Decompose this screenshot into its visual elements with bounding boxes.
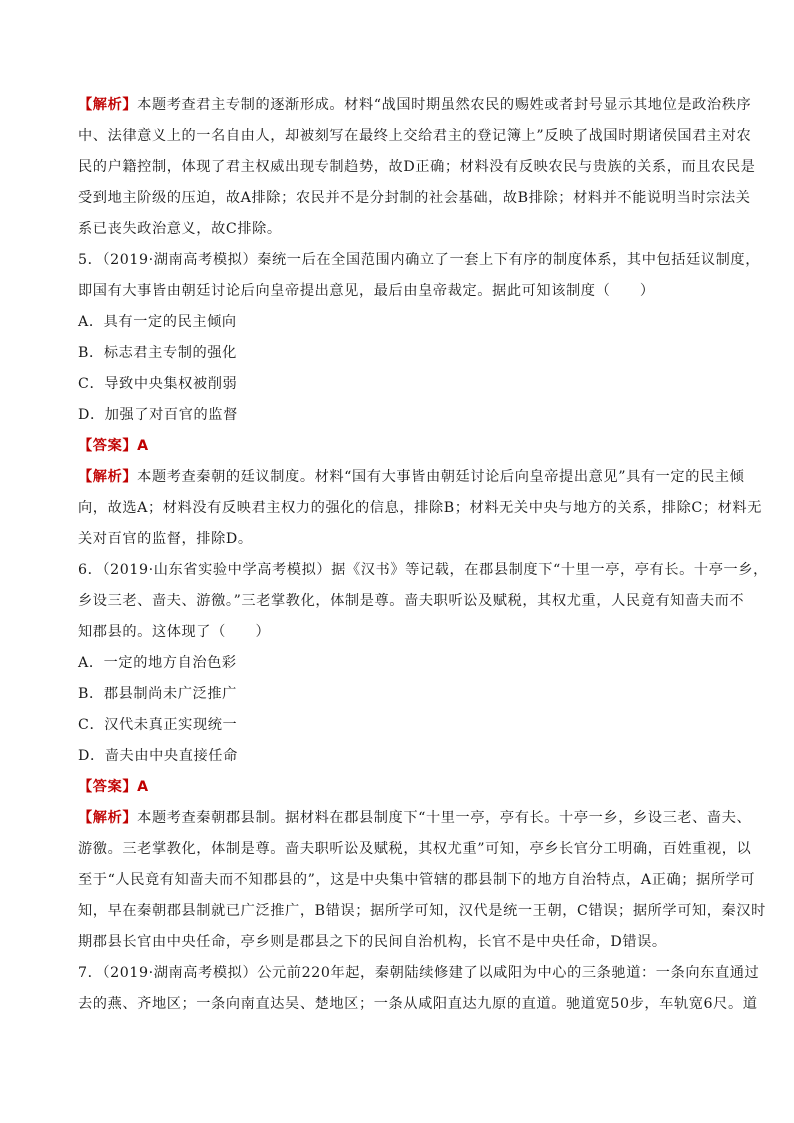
analysis-line: 至于“人民竟有知啬夫而不知郡县的”，这是中央集中管辖的郡县制下的地方自治特点，A正确；据所学可 — [78, 872, 756, 888]
analysis-text: 本题考查秦朝的廷议制度。材料“国有大事皆由朝廷讨论后向皇帝提出意见”具有一定的民主倾 — [137, 469, 745, 485]
answer-tag: 【答案】 — [78, 779, 138, 795]
option-b: B．标志君主专制的强化 — [78, 345, 237, 361]
analysis-text: 本题考查秦朝郡县制。据材料在郡县制度下“十里一亭，亭有长。十亭一乡，乡设三老、啬夫、 — [137, 810, 752, 826]
analysis-line: 中、法律意义上的一名自由人，却被刻写在最终上交给君主的登记簿上”反映了战国时期诸侯国君主对农 — [78, 128, 752, 144]
option-c: C．导致中央集权被削弱 — [78, 376, 238, 392]
answer-value: A — [137, 438, 149, 454]
analysis-line: 系已丧失政治意义，故C排除。 — [78, 221, 282, 237]
analysis-line: 民的户籍控制，体现了君主权威出现专制趋势，故D正确；材料没有反映农民与贵族的关系，而且农民是 — [78, 159, 756, 175]
option-a: A．一定的地方自治色彩 — [78, 655, 237, 671]
answer-tag: 【答案】 — [78, 438, 138, 454]
analysis-tag: 【解析】 — [78, 469, 138, 485]
analysis-line: 受到地主阶级的压迫，故A排除；农民并不是分封制的社会基础，故B排除；材料并不能说明当时宗法关 — [78, 190, 751, 206]
analysis-line: 向，故选A；材料没有反映君主权力的强化的信息，排除B；材料无关中央与地方的关系，排除C；材料无 — [78, 500, 762, 516]
answer-line — [78, 772, 724, 803]
analysis-line: 关对百官的监督，排除D。 — [78, 531, 253, 547]
analysis-line — [78, 90, 752, 121]
question-5-stem: 5．（2019·湖南高考模拟）秦统一后在全国范围内确立了一套上下有序的制度体系，其中包括廷议制度， — [78, 252, 761, 268]
question-6-stem: 乡设三老、啬夫、游徼。”三老掌教化，体制是尊。啬夫职听讼及赋税，其权尤重，人民竟有知啬夫而不 — [78, 593, 745, 609]
option-a: A．具有一定的民主倾向 — [78, 314, 237, 330]
document-body — [78, 90, 768, 1020]
analysis-tag: 【解析】 — [78, 810, 138, 826]
analysis-line — [78, 803, 752, 834]
analysis-tag: 【解析】 — [78, 97, 138, 113]
analysis-text: 本题考查君主专制的逐渐形成。材料“战国时期虽然农民的赐姓或者封号显示其地位是政治秩序 — [137, 97, 752, 113]
option-d: D．啬夫由中央直接任命 — [78, 748, 238, 764]
option-c: C．汉代未真正实现统一 — [78, 717, 238, 733]
answer-value: A — [137, 779, 149, 795]
option-d: D．加强了对百官的监督 — [78, 407, 238, 423]
analysis-line — [78, 462, 745, 493]
analysis-line: 知，早在秦朝郡县制就已广泛推广，B错误；据所学可知，汉代是统一王朝，C错误；据所学可知，秦汉时 — [78, 903, 766, 919]
question-5-stem: 即国有大事皆由朝廷讨论后向皇帝提出意见，最后由皇帝裁定。据此可知该制度（ ） — [78, 283, 655, 299]
analysis-line: 游徼。三老掌教化，体制是尊。啬夫职听讼及赋税，其权尤重”可知，亭乡长官分工明确，百姓重视，以 — [78, 841, 752, 857]
analysis-line: 期郡县长官由中央任命，亭乡则是郡县之下的民间自治机构，长官不是中央任命，D错误。 — [78, 934, 667, 950]
answer-line — [78, 431, 724, 462]
option-b: B．郡县制尚未广泛推广 — [78, 686, 237, 702]
question-6-stem: 6．（2019·山东省实验中学高考模拟）据《汉书》等记载，在郡县制度下“十里一亭，亭有长。十亭一乡， — [78, 562, 768, 578]
question-7-stem: 7．（2019·湖南高考模拟）公元前220年起，秦朝陆续修建了以咸阳为中心的三条驰道：一条向东直通过 — [78, 965, 760, 981]
question-6-stem: 知郡县的。这体现了（ ） — [78, 624, 271, 640]
question-7-stem: 去的燕、齐地区；一条向南直达吴、楚地区；一条从咸阳直达九原的直道。驰道宽50步，车轨宽6尺。道 — [78, 996, 758, 1012]
